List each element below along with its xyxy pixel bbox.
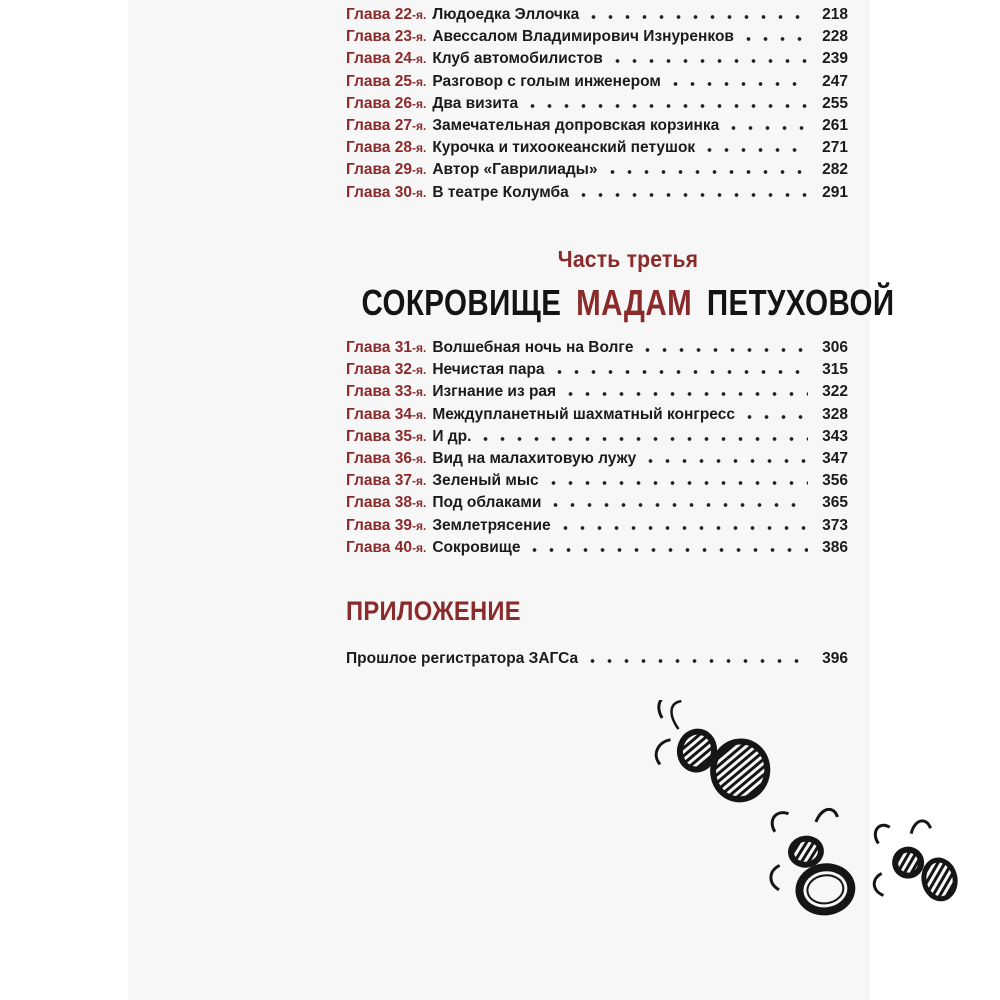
toc-entry	[346, 472, 848, 494]
chapter-number-suffix: -я.	[411, 141, 427, 156]
chapter-number	[346, 28, 426, 46]
chapter-number	[346, 50, 426, 68]
toc-entry	[346, 161, 848, 183]
toc-entry	[346, 450, 848, 472]
toc-entry	[346, 650, 848, 672]
toc-entry	[346, 95, 848, 117]
page-number: 386	[822, 538, 848, 556]
chapter-number-text: Глава 38	[346, 494, 412, 512]
toc-entry	[346, 361, 848, 383]
page-number: 365	[822, 494, 848, 512]
page-number: 228	[822, 28, 848, 46]
chapter-number-text: Глава 24	[346, 50, 412, 68]
chapter-number-suffix: -я.	[411, 96, 427, 111]
chapter-number-suffix: -я.	[411, 341, 427, 355]
page-number: 239	[822, 50, 848, 68]
beetles-illustration	[256, 700, 998, 930]
chapter-number-text: Глава 25	[346, 72, 412, 90]
chapter-number-text: Глава 28	[346, 139, 412, 157]
chapter-number	[346, 117, 426, 135]
toc-entry	[346, 339, 848, 361]
dot-leader	[575, 188, 808, 202]
chapter-title: Клуб автомобилистов	[432, 50, 603, 68]
chapter-number	[346, 539, 426, 557]
dot-leader	[526, 543, 808, 557]
dot-leader	[701, 143, 808, 157]
toc-entry	[346, 139, 848, 161]
chapter-number	[346, 383, 426, 401]
toc-entry	[346, 539, 848, 561]
part-title	[218, 282, 1000, 324]
chapter-number	[346, 6, 426, 24]
dot-leader	[642, 454, 808, 468]
chapter-number-suffix: -я.	[411, 52, 427, 67]
chapter-title: И др.	[432, 427, 472, 445]
chapter-number-suffix: -я.	[411, 496, 427, 511]
chapter-title: Разговор с голым инженером	[432, 72, 661, 90]
chapter-number-suffix: -я.	[411, 163, 427, 178]
chapter-title: Землетрясение	[432, 516, 551, 534]
chapter-title: В театре Колумба	[432, 183, 569, 201]
chapter-number-suffix: -я.	[411, 407, 427, 422]
chapter-number-text: Глава 33	[346, 383, 412, 401]
chapter-number-text: Глава 27	[346, 116, 412, 134]
dot-leader	[741, 410, 808, 424]
chapter-title: Авессалом Владимирович Изнуренков	[432, 28, 734, 46]
chapter-number-suffix: -я.	[411, 540, 427, 555]
chapter-number-suffix: -я.	[411, 74, 427, 89]
chapter-number-suffix: -я.	[411, 118, 427, 133]
chapter-number-suffix: -я.	[411, 8, 427, 22]
page-number: 396	[822, 650, 848, 667]
part-title-word: СОКРОВИЩЕ	[361, 282, 562, 323]
chapter-number	[346, 95, 426, 113]
chapter-number-text: Глава 23	[346, 28, 412, 46]
chapter-number-suffix: -я.	[411, 30, 427, 45]
chapter-number-text: Глава 30	[346, 183, 412, 201]
chapter-number-text: Глава 34	[346, 405, 412, 423]
page-number: 282	[822, 161, 848, 179]
dot-leader	[557, 521, 808, 535]
page-number: 261	[822, 116, 848, 134]
chapter-title: Людоедка Эллочка	[432, 6, 580, 23]
chapter-number	[346, 472, 426, 490]
chapter-number-suffix: -я.	[411, 385, 427, 400]
toc-entry	[346, 6, 848, 28]
chapter-number	[346, 428, 426, 446]
chapter-number-text: Глава 29	[346, 161, 412, 179]
chapter-title: Курочка и тихоокеанский петушок	[432, 139, 696, 157]
page-number: 271	[822, 139, 848, 157]
dot-leader	[740, 32, 808, 46]
page-number: 247	[822, 72, 848, 90]
chapter-number	[346, 361, 426, 379]
chapter-number-text: Глава 40	[346, 538, 412, 556]
part-title-word-accent: МАДАМ	[576, 282, 693, 323]
dot-leader	[551, 365, 808, 379]
toc-entry	[346, 184, 848, 206]
appendix-heading: ПРИЛОЖЕНИЕ	[346, 596, 521, 626]
dot-leader	[609, 54, 808, 68]
chapter-title: Автор «Гаврилиады»	[432, 161, 598, 179]
dot-leader	[667, 77, 808, 91]
page-number: 328	[822, 405, 848, 423]
chapter-number-suffix: -я.	[411, 474, 427, 489]
toc-entry	[346, 406, 848, 428]
chapter-number-suffix: -я.	[411, 429, 427, 444]
chapter-number	[346, 161, 426, 179]
chapter-number-text: Глава 36	[346, 449, 412, 467]
chapter-title: Изгнание из рая	[432, 383, 557, 401]
chapter-number	[346, 184, 426, 202]
chapter-number	[346, 73, 426, 91]
dot-leader	[604, 165, 808, 179]
chapter-number-text: Глава 37	[346, 472, 412, 490]
toc-part-three	[346, 339, 848, 561]
dot-leader	[585, 10, 808, 24]
chapter-number	[346, 517, 426, 535]
chapter-number	[346, 406, 426, 424]
chapter-title: Зеленый мыс	[432, 472, 539, 490]
toc-entry	[346, 28, 848, 50]
dot-leader	[639, 343, 808, 357]
chapter-title: Волшебная ночь на Волге	[432, 339, 634, 356]
chapter-number-suffix: -я.	[411, 363, 427, 378]
chapter-number-suffix: -я.	[411, 451, 427, 466]
chapter-title: Два визита	[432, 94, 519, 112]
chapter-number-text: Глава 22	[346, 6, 412, 23]
toc-entry	[346, 494, 848, 516]
page-number: 322	[822, 383, 848, 401]
dot-leader	[545, 476, 808, 490]
page-number: 356	[822, 472, 848, 490]
toc-entry	[346, 50, 848, 72]
chapter-title: Нечистая пара	[432, 361, 545, 379]
chapter-number-suffix: -я.	[411, 518, 427, 533]
chapter-title: Прошлое регистратора ЗАГСа	[346, 650, 579, 667]
page-number: 306	[822, 339, 848, 356]
page-number: 291	[822, 183, 848, 201]
page-number: 373	[822, 516, 848, 534]
chapter-title: Вид на малахитовую лужу	[432, 449, 637, 467]
dot-leader	[547, 498, 808, 512]
toc-entry	[346, 117, 848, 139]
chapter-number	[346, 139, 426, 157]
chapter-number-text: Глава 31	[346, 339, 412, 356]
page-number: 347	[822, 449, 848, 467]
part-label: Часть третья	[557, 246, 699, 272]
dot-leader	[584, 654, 808, 668]
chapter-title: Под облаками	[432, 494, 542, 512]
chapter-number	[346, 494, 426, 512]
page-number: 255	[822, 94, 848, 112]
toc-part-two	[346, 6, 848, 206]
chapter-number	[346, 450, 426, 468]
chapter-number-text: Глава 39	[346, 516, 412, 534]
dot-leader	[477, 432, 808, 446]
part-title-word: ПЕТУХОВОЙ	[706, 282, 895, 323]
chapter-number	[346, 339, 426, 357]
toc-entry	[346, 383, 848, 405]
toc-entry	[346, 428, 848, 450]
chapter-number-text: Глава 32	[346, 361, 412, 379]
page-number: 343	[822, 427, 848, 445]
chapter-title: Замечательная допровская корзинка	[432, 116, 720, 134]
toc-entry	[346, 517, 848, 539]
chapter-number-text: Глава 35	[346, 427, 412, 445]
dot-leader	[562, 387, 808, 401]
chapter-number-text: Глава 26	[346, 94, 412, 112]
dot-leader	[725, 121, 808, 135]
chapter-title: Междупланетный шахматный конгресс	[432, 405, 735, 423]
page-number: 315	[822, 361, 848, 379]
book-page	[128, 0, 895, 1000]
toc-appendix	[346, 650, 848, 672]
page-number: 218	[822, 6, 848, 23]
toc-entry	[346, 73, 848, 95]
chapter-number-suffix: -я.	[411, 185, 427, 200]
chapter-title: Сокровище	[432, 538, 521, 556]
dot-leader	[524, 99, 808, 113]
